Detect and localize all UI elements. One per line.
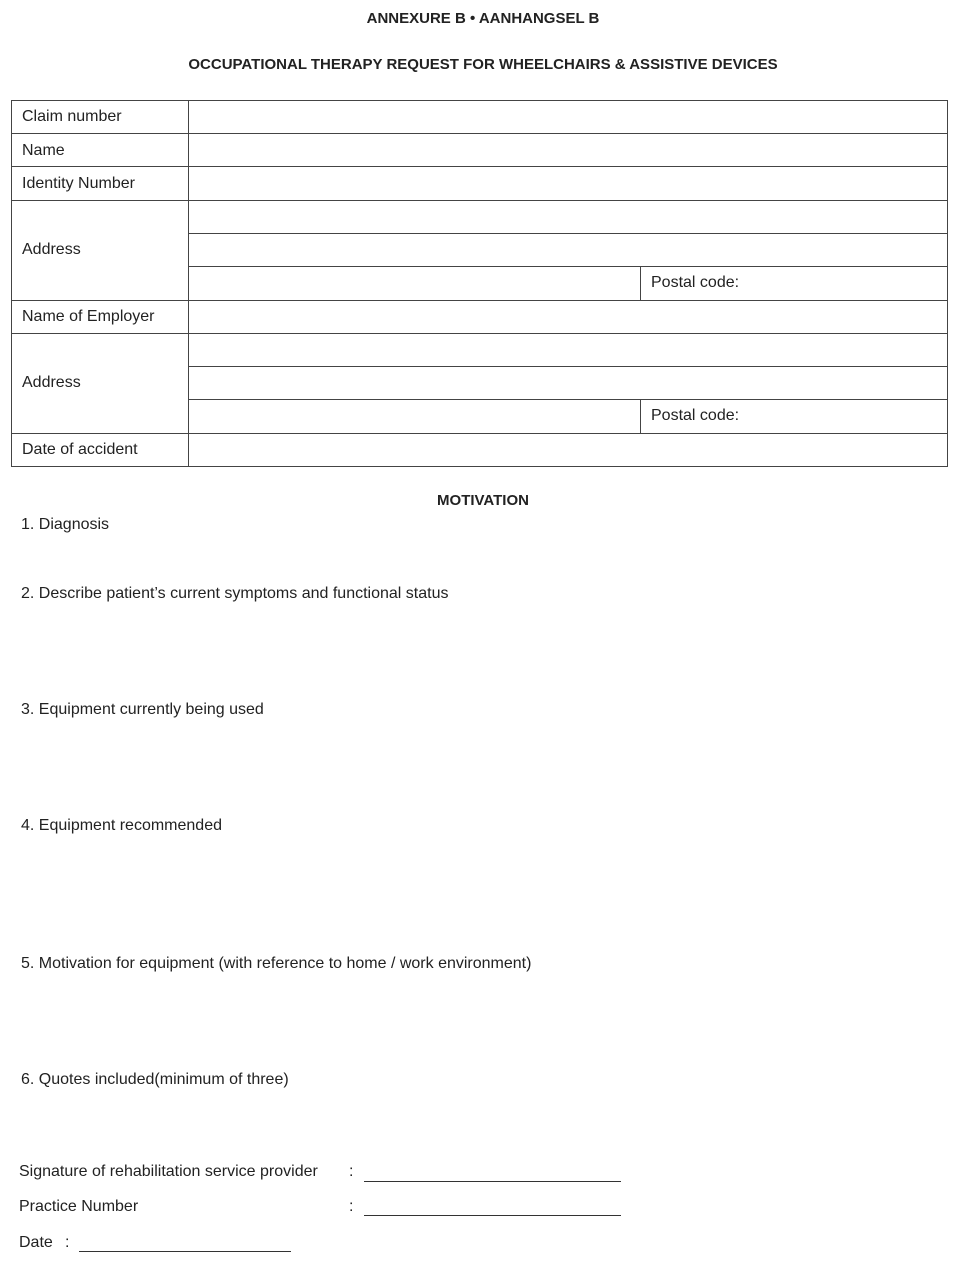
question-motivation: 5. Motivation for equipment (with reference to home / work environment) <box>21 955 532 972</box>
practice-number-line[interactable] <box>364 1215 621 1216</box>
signature-colon: : <box>349 1163 354 1180</box>
date-line[interactable] <box>79 1251 291 1252</box>
details-table <box>0 0 966 480</box>
employer-name-field[interactable] <box>190 302 946 332</box>
claim-number-field[interactable] <box>190 102 946 132</box>
question-current-equipment: 3. Equipment currently being used <box>21 701 264 718</box>
name-field[interactable] <box>190 135 946 165</box>
claim-number-label: Claim number <box>22 108 122 125</box>
employer-postal-code-label: Postal code: <box>651 407 740 424</box>
motivation-heading: MOTIVATION <box>437 492 529 509</box>
address-line-1-field[interactable] <box>190 202 946 232</box>
form-title: OCCUPATIONAL THERAPY REQUEST FOR WHEELCHAIRS & ASSISTIVE DEVICES <box>188 56 778 73</box>
postal-code-field[interactable] <box>760 268 946 299</box>
postal-code-label: Postal code: <box>651 274 740 291</box>
address-line-2-field[interactable] <box>190 235 946 265</box>
address-label: Address <box>22 241 81 258</box>
employer-address-line-2-field[interactable] <box>190 368 946 398</box>
question-diagnosis: 1. Diagnosis <box>21 516 110 533</box>
practice-number-label: Practice Number <box>19 1198 139 1215</box>
name-label: Name <box>22 142 65 159</box>
employer-postal-code-field[interactable] <box>760 401 946 432</box>
employer-name-label: Name of Employer <box>22 308 155 325</box>
question-symptoms: 2. Describe patient’s current symptoms and functional status <box>21 585 449 602</box>
signature-label: Signature of rehabilitation service provider <box>19 1163 318 1180</box>
employer-address-line-3-field[interactable] <box>190 401 638 432</box>
date-of-accident-field[interactable] <box>190 435 946 465</box>
date-colon: : <box>65 1234 70 1251</box>
question-recommended-equipment: 4. Equipment recommended <box>21 817 222 834</box>
employer-address-line-1-field[interactable] <box>190 335 946 365</box>
employer-address-label: Address <box>22 374 81 391</box>
question-quotes: 6. Quotes included(minimum of three) <box>21 1071 289 1088</box>
identity-number-field[interactable] <box>190 168 946 199</box>
signature-line[interactable] <box>364 1181 621 1182</box>
address-line-3-field[interactable] <box>190 268 638 299</box>
practice-number-colon: : <box>349 1198 354 1215</box>
annex-heading: ANNEXURE B • AANHANGSEL B <box>366 10 600 27</box>
identity-number-label: Identity Number <box>22 175 135 192</box>
date-of-accident-label: Date of accident <box>22 441 138 458</box>
date-label: Date <box>19 1234 53 1251</box>
